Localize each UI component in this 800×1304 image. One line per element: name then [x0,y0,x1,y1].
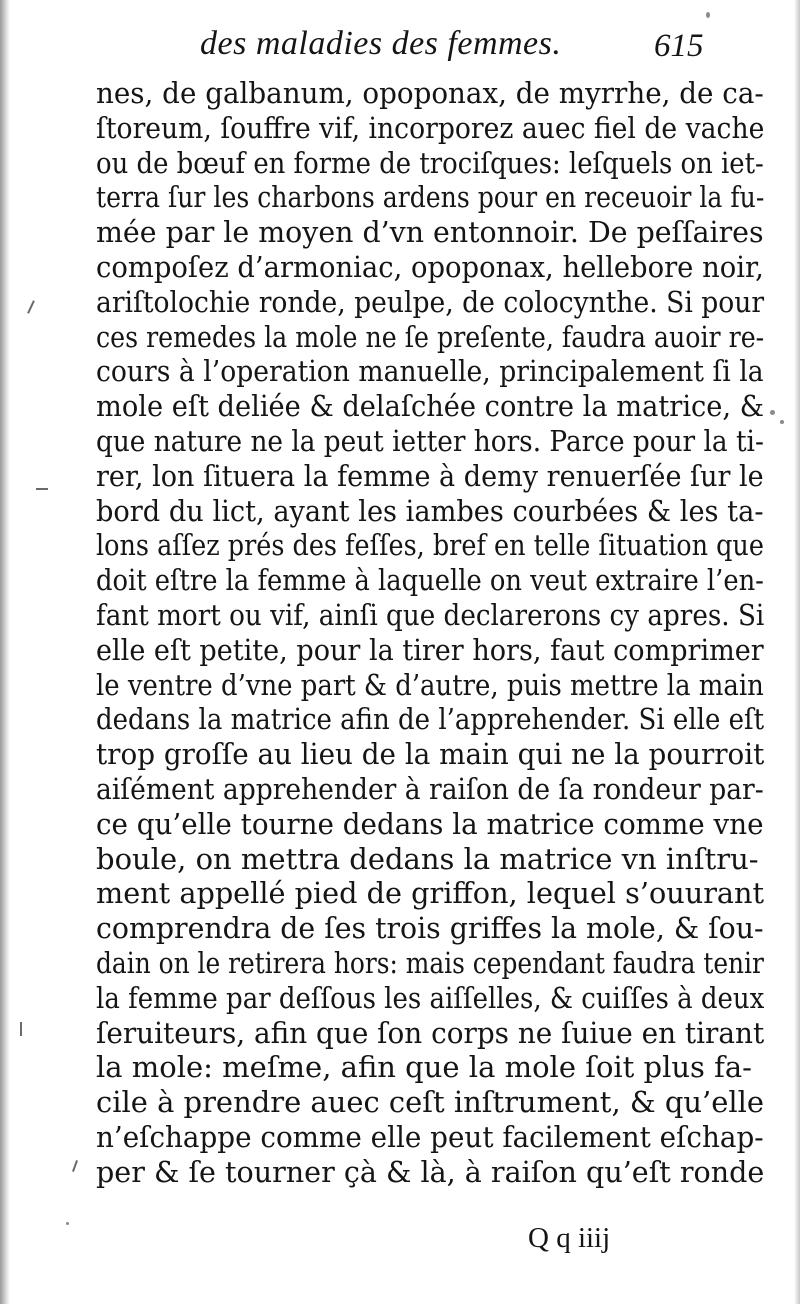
text-line: nes, de galbanum, opoponax, de myrrhe, de ca- [96,76,764,110]
text-line: trop groſſe au lieu de la main qui ne la pourroit [96,737,765,772]
margin-mark [20,1022,22,1036]
binding-shadow [0,0,10,1304]
text-line: dedans la matrice afin de l’apprehender. Si elle eſt [96,702,765,737]
text-line: la mole: meſme, afin que la mole ſoit plus fa- [96,1050,752,1085]
text-line: ce qu’elle tourne dedans la matrice comme vne [96,806,764,841]
text-line: doit eſtre la femme à laquelle on veut extraire l’en- [96,563,764,598]
margin-mark [36,488,48,490]
text-line: ment appellé pied de griffon, lequel s’ouurant [96,876,765,911]
text-line: dain on le retirera hors: mais cependant faudra tenir [96,945,764,980]
text-line: elle eſt petite, pour la tirer hors, faut comprimer [96,632,764,667]
text-line: aiſément apprehender à raiſon de ſa rondeur par- [96,771,764,806]
text-line: ſtoreum, ſouffre vif, incorporez auec fiel de vache [96,110,765,145]
page-edge-shadow [794,0,800,1304]
text-line: boule, on mettra dedans la matrice vn inſtru- [96,841,759,876]
text-line: le ventre d’vne part & d’autre, puis mettre la main [96,667,764,702]
text-line: n’eſchappe comme elle peut facilement eſchap- [96,1119,764,1154]
text-line: mole eſt deliée & delaſchée contre la matrice, & [96,389,764,424]
text-line: comprendra de ſes trois griffes la mole, & ſou- [96,911,764,946]
text-line: per & ſe tourner çà & là, à raiſon qu’eſt ronde [96,1154,765,1189]
text-line: bord du lict, ayant les iambes courbées & les ta- [96,493,764,528]
body-text [96,76,764,1190]
page-number: 615 [654,28,704,64]
text-line: mée par le moyen d’vn entonnoir. De peſſaires [96,215,764,250]
margin-mark [27,300,35,314]
text-line: cours à l’operation manuelle, principalement ſi la [96,354,764,389]
ink-speck [780,420,784,424]
text-line: lons aſſez prés des feſſes, bref en telle ſituation que [96,528,764,563]
text-line: ariſtolochie ronde, peulpe, de colocynthe. Si pour [96,284,765,319]
ink-speck [770,410,775,415]
margin-mark [72,1160,78,1172]
ink-speck [66,1222,69,1225]
text-line: compoſez d’armoniac, opoponax, hellebore noir, [96,249,764,284]
text-line: fant mort ou vif, ainſi que declarerons cy apres. Si [96,597,765,632]
text-line: ces remedes la mole ne ſe preſente, faudra auoir re- [96,319,765,354]
signature-mark: Q q iiij [528,1222,611,1254]
ink-speck [706,12,710,18]
text-line: que nature ne la peut ietter hors. Parce pour la ti- [96,423,764,458]
text-line: rer, lon ſituera la femme à demy renuerſée ſur le [96,458,764,493]
text-line: cile à prendre auec ceſt inſtrument, & qu’elle [96,1085,765,1120]
text-line: la femme par deſſous les aiſſelles, & cuiſſes à deux [96,980,765,1015]
text-line: terra ſur les charbons ardens pour en receuoir la fu- [96,180,765,215]
text-line: ou de bœuf en forme de trociſques: leſquels on iet- [96,145,764,180]
running-head: des maladies des femmes. [200,25,562,62]
text-line: ſeruiteurs, afin que ſon corps ne ſuiue en tirant [96,1015,765,1050]
